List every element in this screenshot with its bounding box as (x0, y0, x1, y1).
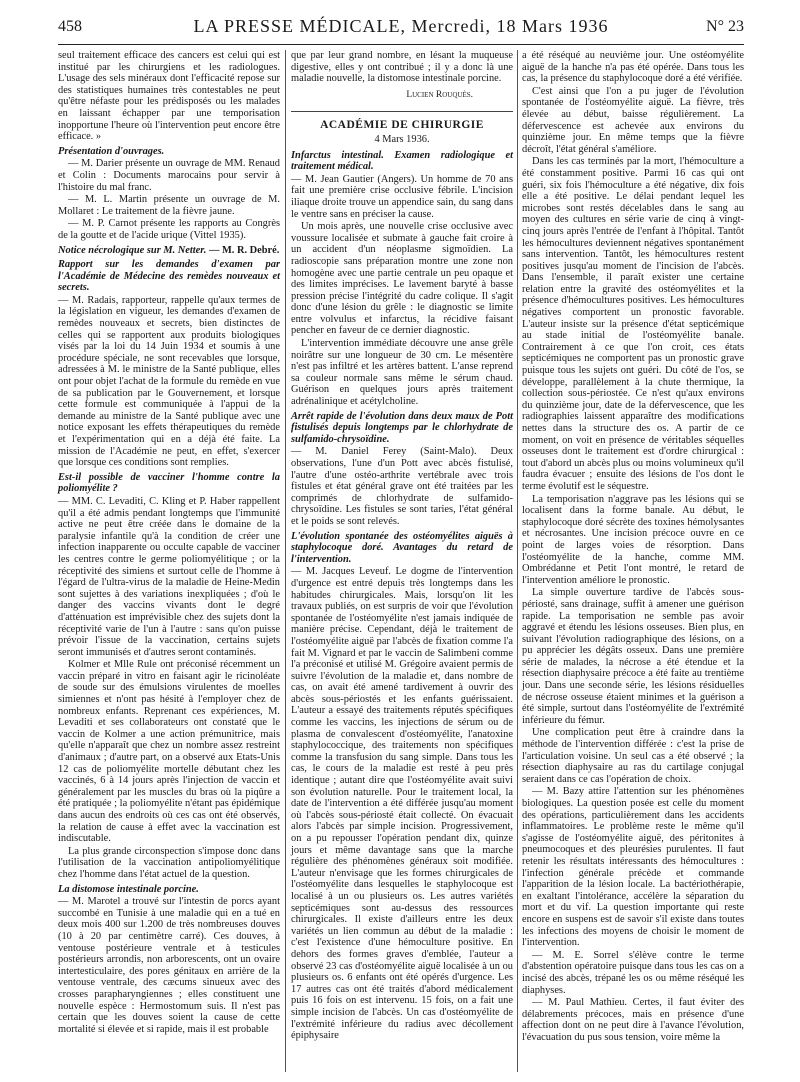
author: — M. R. Debré. (208, 244, 280, 256)
paragraph: — M. Jacques Leveuf. Le dogme de l'intervention d'urgence est entré depuis très longtemps dans les habitudes chirurgicales. Mais, lorsqu'on lit les travaux publiés, on est surpris de voir que l'évolution spontanée de l'ostéomyélite n'est jamais indiquée de manière précise. Cependant, déjà le traitement de l'ostéomyélite aiguë par l'abcès de fixation comme l'a fait M. Vignard et par le vaccin de Salimbeni comme l'a préconisé et utilisé M. Grégoire avaient permis de suivre l'évolution de la maladie et, dans nombre de cas, on avait été amené tardivement à ouvrir des abcès sous-périostés et les enfants guérissaient. L'auteur a essayé des traitements réputés spécifiques comme les vaccins, les injections de sérum ou de plasma de convalescent d'ostéomyélite, l'anatoxine staphylococcique, des traitements non spécifiques comme la transfusion du sang simple. Dans tous les cas, le cours de la maladie est resté à peu près identique ; autant dire que l'ostéomyélite avait suivi son évolution naturelle. Pour le traitement local, la date de l'intervention a été différée jusqu'au moment où l'abcès sous-périosté était collecté. On évacuait alors l'abcès par simple incision. Progressivement, on a pu repousser l'opération pendant dix, quinze jours et même davantage sans que la marche régulière des phénomènes généraux soit modifiée. L'auteur n'envisage que les formes chirurgicales de l'ostéomyélite dans lesquelles le staphylocoque est localisé à un ou plusieurs os. Les autres variétés septicémiques sont au-dessus des ressources chirurgicales. Il existe d'ailleurs entre les deux variétés un lien commun au début de la maladie : c'est l'existence d'une hémoculture positive. En dehors des formes graves d'emblée, l'auteur a observé 23 cas d'ostéomyélite aiguë localisée à un ou plusieurs os. 6 enfants ont été opérés d'urgence. Les 17 autres cas ont été traités d'abord médicalement puis 16 fois on est intervenu. 15 fois, on a fait une simple incision de l'abcès. Un cas d'ostéomyélite de l'extrémité inférieure du radius avec décollement épiphysaire (291, 566, 513, 1042)
paragraph: — M. P. Carnot présente les rapports au Congrès de la goutte et de l'acide urique (Vittel 1935). (58, 218, 280, 241)
column-divider (517, 50, 518, 1072)
paragraph: seul traitement efficace des cancers est celui qui est institué par les chirurgiens et les radiologues. L'usage des sels minéraux dont l'efficacité repose sur des statistiques humaines très contestables ne peut qu'être néfaste pour les prédisposés ou les malades en laissant échapper par une temporisation inopportune l'heure où l'intervention peut encore être efficace. » (58, 50, 280, 143)
section-heading: La distomose intestinale porcine. (58, 883, 199, 895)
paragraph: La simple ouverture tardive de l'abcès sous-périosté, sans drainage, suffit à amener une guérison rapide. La temporisation ne semble pas avoir aggravé et étendu les lésions osseuses. Bien plus, en suivant l'évolution radiographique des lésions, on a pu apprécier les dégâts osseux. Dans une première série de malades, la nécrose a été étendue et la résection diaphysaire précoce a été faite au trentième jour. Dans une seconde série, les lésions résiduelles de nécrose osseuse étaient minimes et la guérison a été simple, surtout dans l'ostéomyélite de l'extrémité inférieure du fémur. (522, 587, 744, 726)
column-divider (285, 50, 286, 1072)
paragraph: La temporisation n'aggrave pas les lésions qui se localisent dans la forme banale. Au début, le staphylocoque doré sécrète des toxines hémolysantes et nécrosantes. Une incision précoce ouvre en ce point de larges voies de résorption. Dans l'ostéomyélite de la hanche, comme MM. Ombrédanne et Petit l'ont montré, le retard de l'intervention améliore le pronostic. (522, 493, 744, 586)
paragraph: Une complication peut être à craindre dans la méthode de l'intervention différée : c'est la prise de l'articulation voisine. Un seul cas a été observé ; la résection diaphysaire au ras du cartilage conjugal seraient dans ce cas l'opération de choix. (522, 727, 744, 785)
paragraph: — M. Daniel Ferey (Saint-Malo). Deux observations, l'une d'un Pott avec abcès fistulisé, l'autre d'une ostéo-arthrite vertébrale avec trois fistules et état général grave ont été traitées par les comprimés de chlorhydrate de sulfamido-chrysoïdine. Les fistules se sont taries, l'état général et le poids se sont relevés. (291, 446, 513, 527)
paragraph: — M. Paul Mathieu. Certes, il faut éviter des délabrements précoces, mais en présence d'une affection dont on ne peut dire à l'avance l'évolution, l'évacuation du pus sous tension, voire même la (522, 997, 744, 1043)
section-title: ACADÉMIE DE CHIRURGIE (291, 111, 513, 132)
column-1 (58, 50, 280, 1036)
paragraph: — M. Radais, rapporteur, rappelle qu'aux termes de la législation en vigueur, les demandes d'examen de remèdes nouveaux et secrets, bien distinctes de celles qui se rapportent aux produits biologiques visés par la loi du 14 Juin 1934 et soumis à une procédure spéciale, ne sont recevables que lorsque, adressées à M. le ministre de la Santé publique, elles ont pour objet l'achat de la formule du remède en vue de sa publication par le Gouvernement, et lorsque cette formule est communiquée à l'appui de la demande au ministre de la Santé publique avec une notice exposant les effets thérapeutiques du remède et l'expérimentation qui en a déjà été faite. La mission de l'Académie ne peut, en effet, s'exercer que lorsque ces conditions sont remplies. (58, 294, 280, 469)
paragraph: — M. L. Martin présente un ouvrage de M. Mollaret : Le traitement de la fièvre jaune. (58, 194, 280, 217)
paragraph: Dans les cas terminés par la mort, l'hémoculture a été constamment positive. Parmi 16 cas qui ont guéri, six fois l'hémoculture a été négative, dix fois elle a été positive. Le délai pendant lequel les microbes sont restés décelables dans le sang au moyen des cultures en série varie de cinq à vingt-cinq jours après l'entrée de l'enfant à l'hôpital. Tantôt les hémocultures deviennent négatives spontanément sans intervention. Tantôt, les hémocultures restent positives jusqu'au moment de l'incision de l'abcès. Dans l'ensemble, il paraît exister une certaine relation entre la gravité des ostéomyélites et la présence d'hémocultures positives. Les hémocultures négatives comportent un pronostic favorable. L'auteur insiste sur la présence d'état septicémique au stade initial de l'ostéomyélite banale. Contrairement à ce que l'on croit, ces états septicémiques ne comportent pas un pronostic grave puisque tous les sujets ont guéri. Du côté de l'os, se développe, parallèlement à la chute thermique, la collection sous-périostée. Ce n'est qu'aux environs du quinzième jour, date de la défervescence, que les radiographies laissent apparaître des modifications nettes dans la structure des os. A partir de ce moment, on voit en présence de véritables séquelles osseuses dont le traitement est d'ordre chirurgical : tout d'abord un abcès plus ou moins volumineux qu'il faudra évacuer ; ensuite des lésions de l'os dont le terme évolutif est le séquestre. (522, 156, 744, 492)
issue-number: N° 23 (706, 18, 744, 35)
page-number: 458 (58, 18, 82, 35)
header-rule (58, 44, 744, 45)
paragraph: que par leur grand nombre, en lésant la muqueuse digestive, elles y ont contribué ; il y a donc là une maladie nouvelle, la distomose intestinale porcine. (291, 50, 513, 85)
section-heading: Est-il possible de vacciner l'homme contre la poliomyélite ? (58, 471, 280, 495)
section-heading: L'évolution spontanée des ostéomyélites aiguës à staphylocoque doré. Avantages du retard de l'intervention. (291, 530, 513, 565)
paragraph: L'intervention immédiate découvre une anse grêle noirâtre sur une longueur de 30 cm. Le mésentère n'est pas infiltré et les artères battent. L'anse reprend sa couleur normale sans même le sérum chaud. Guérison en quelques jours après traitement adrénalinique et acétylcholine. (291, 338, 513, 408)
paragraph: Un mois après, une nouvelle crise occlusive avec voussure localisée et submate à gauche fait croire à un accident d'un néoplasme sigmoïdien. La radioscopie sans préparation montre une zone non homogène avec une partie centrale un peu opaque et des limites imprécises. Le lavement baryté à basse pression précise l'intégrité du cadre colique. Il s'agit donc d'une lésion du grêle : le diagnostic se limite entre volvulus et infarctus, la récidive faisant pencher en faveur de ce dernier diagnostic. (291, 221, 513, 337)
paragraph: C'est ainsi que l'on a pu juger de l'évolution spontanée de l'ostéomyélite aiguë. La fièvre, très élevée au début, baisse régulièrement. La défervescence est achevée aux environs du quinzième jour. En même temps que la fièvre décroît, l'état général s'améliore. (522, 85, 744, 155)
paragraph: — M. Jean Gautier (Angers). Un homme de 70 ans fait une première crise occlusive fébrile. L'incision iliaque droite trouve un appendice sain, du sang dans le ventre sans en préciser la cause. (291, 173, 513, 220)
paragraph: — M. Bazy attire l'attention sur les phénomènes biologiques. La question posée est celle du moment des opérations, particulièrement dans les accidents inflammatoires. Le problème reste le même qu'il s'agisse de l'ostéomyélite aiguë, des péritonites à pneumocoques et des pleurésies purulentes. Il faut retenir les résultats intéressants des hémocultures : l'infection générale précède et commande l'apparition de la lésion locale. La bactériothérapie, en exaltant l'intolérance, accélère la séparation du mort et du vif. La question importante qui reste encore en suspens est de savoir s'il existe dans toutes les infections des moyens de choisir le moment de l'intervention. (522, 786, 744, 949)
paragraph: a été réséqué au neuvième jour. Une ostéomyélite aiguë de la hanche n'a pas été opérée. Dans tous les cas, la présence du staphylocoque doré a été vérifiée. (522, 50, 744, 85)
column-2 (291, 50, 513, 1043)
paragraph: — M. Marotel a trouvé sur l'intestin de porcs ayant succombé en Tunisie à une maladie qui en a tué en deux mois 400 sur 1.200 de très nombreuses douves (10 à 20 par centimètre carré). Ces douves, à ventouse postérieure ventrale et à testicules postérieurs arrondis, non arborescents, ont un ovaire intertesticulaire, des pores génitaux en arrière de la ventouse ventrale, des cæcums sinueux avec des crosses parapharyngiennes ; elles constituent une nouvelle espèce : Hermostomum suis. Il n'est pas certain que les douves soient la cause de cette mortalité si élevée et si rapide, mais il est probable (58, 896, 280, 1035)
heading-text: Présentation d'ouvrages. (58, 145, 165, 157)
section-heading (58, 245, 280, 257)
journal-title: LA PRESSE MÉDICALE, Mercredi, 18 Mars 1936 (193, 16, 609, 36)
paragraph: — M. Darier présente un ouvrage de MM. Renaud et Colin : Documents marocains pour servir à l'histoire du mal franc. (58, 158, 280, 193)
section-heading: Arrêt rapide de l'évolution dans deux maux de Pott fistulisés depuis longtemps par le chlorhydrate de sulfamido-chrysoïdine. (291, 410, 513, 445)
heading-text: Notice nécrologique sur M. Netter. (58, 244, 207, 256)
section-heading: Rapport sur les demandes d'examen par l'Académie de Médecine des remèdes nouveaux et secrets. (58, 259, 280, 294)
page-header (58, 12, 744, 42)
paragraph: La plus grande circonspection s'impose donc dans l'utilisation de la vaccination antipoliomyélitique chez l'homme dans l'état actuel de la question. (58, 845, 280, 880)
paragraph: — MM. C. Levaditi, C. Kling et P. Haber rappellent qu'il a été admis pendant longtemps que l'immunité active ne peut être créée dans le domaine de la paralysie infantile qu'à la condition de créer une infection inapparente ou occulte capable de vacciner les centres contre le germe poliomyélitique ; or la réceptivité des simiens et surtout celle de l'homme à l'égard de l'ultra-virus de la maladie de Heine-Medin sont sujettes à des variations inexpliquées ; d'où le danger des vaccins vivants dont le degré d'atténuation est imprévisible chez des sujets dont la réceptivité varie de l'un à l'autre : sans qu'on puisse prévoir l'issue de la vaccination, certains sujets seront immunisés et d'autres seront contaminés. (58, 495, 280, 658)
signature: Lucien Rouquès. (406, 89, 473, 100)
section-heading (58, 146, 280, 158)
paragraph: — M. E. Sorrel s'élève contre le terme d'abstention opératoire puisque dans tous les cas on a incisé des abcès, trépané les os ou même réséqué les diaphyses. (522, 949, 744, 996)
section-heading: Infarctus intestinal. Examen radiologique et traitement médical. (291, 149, 513, 173)
column-3 (522, 50, 744, 1044)
session-date: 4 Mars 1936. (374, 133, 430, 145)
paragraph: Kolmer et Mlle Rule ont préconisé récemment un vaccin préparé in vitro en faisant agir le ricinoléate de soude sur des émulsions virulentes de moelles simiennes et n'ont pas hésité à l'employer chez de nombreux enfants. Reprenant ces expériences, M. Levaditi et ses collaborateurs ont constaté que le vaccin de Kolmer a une action prémunitrice, mais qu'elle n'apparaît que chez un nombre assez restreint d'animaux ; d'autre part, on a observé aux Etats-Unis 12 cas de poliomyélite mortelle débutant chez les vaccinés, 6 à 14 jours après l'injection de vaccin et généralement par les muscles du bras où la piqûre a été pratiquée ; la poliomyélite n'étant pas épidémique dans aucun des endroits où ces cas ont été observés, la relation de cause à effet avec la vaccination est indiscutable. (58, 659, 280, 845)
